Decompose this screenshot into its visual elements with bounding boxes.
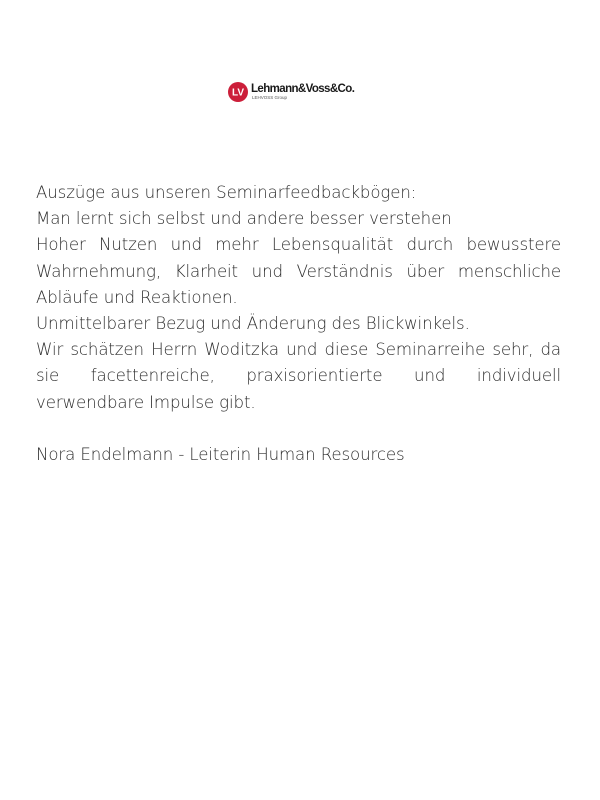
testimonial-line: Unmittelbarer Bezug und Änderung des Blickwinkels. [36,314,470,334]
logo-text [251,84,354,101]
logo-name: Lehmann&Voss&Co. [251,82,355,95]
testimonial-signature: Nora Endelmann - Leiterin Human Resources [36,444,405,464]
testimonial-text [36,180,561,468]
spacer [36,416,561,442]
svg-text:LV: LV [231,87,245,99]
logo-mark-icon [228,82,248,102]
testimonial-line: Man lernt sich selbst und andere besser verstehen [36,209,452,229]
logo-emblem-icon [228,82,248,102]
company-logo [228,81,354,103]
testimonial-line: Hoher Nutzen und mehr Lebensqualität durch bewusstere Wahrnehmung, Klarheit und Verständnis über menschliche Abläufe und Reaktionen. [36,235,561,307]
testimonial-intro: Auszüge aus unseren Seminarfeedbackbögen: [36,183,417,202]
logo-subtitle: LEHVOSS Group [252,95,288,100]
testimonial-line: Wir schätzen Herrn Woditzka und diese Seminarreihe sehr, da sie facettenreiche, praxisorientierte und individuell verwendbare Impulse gibt. [36,340,561,412]
